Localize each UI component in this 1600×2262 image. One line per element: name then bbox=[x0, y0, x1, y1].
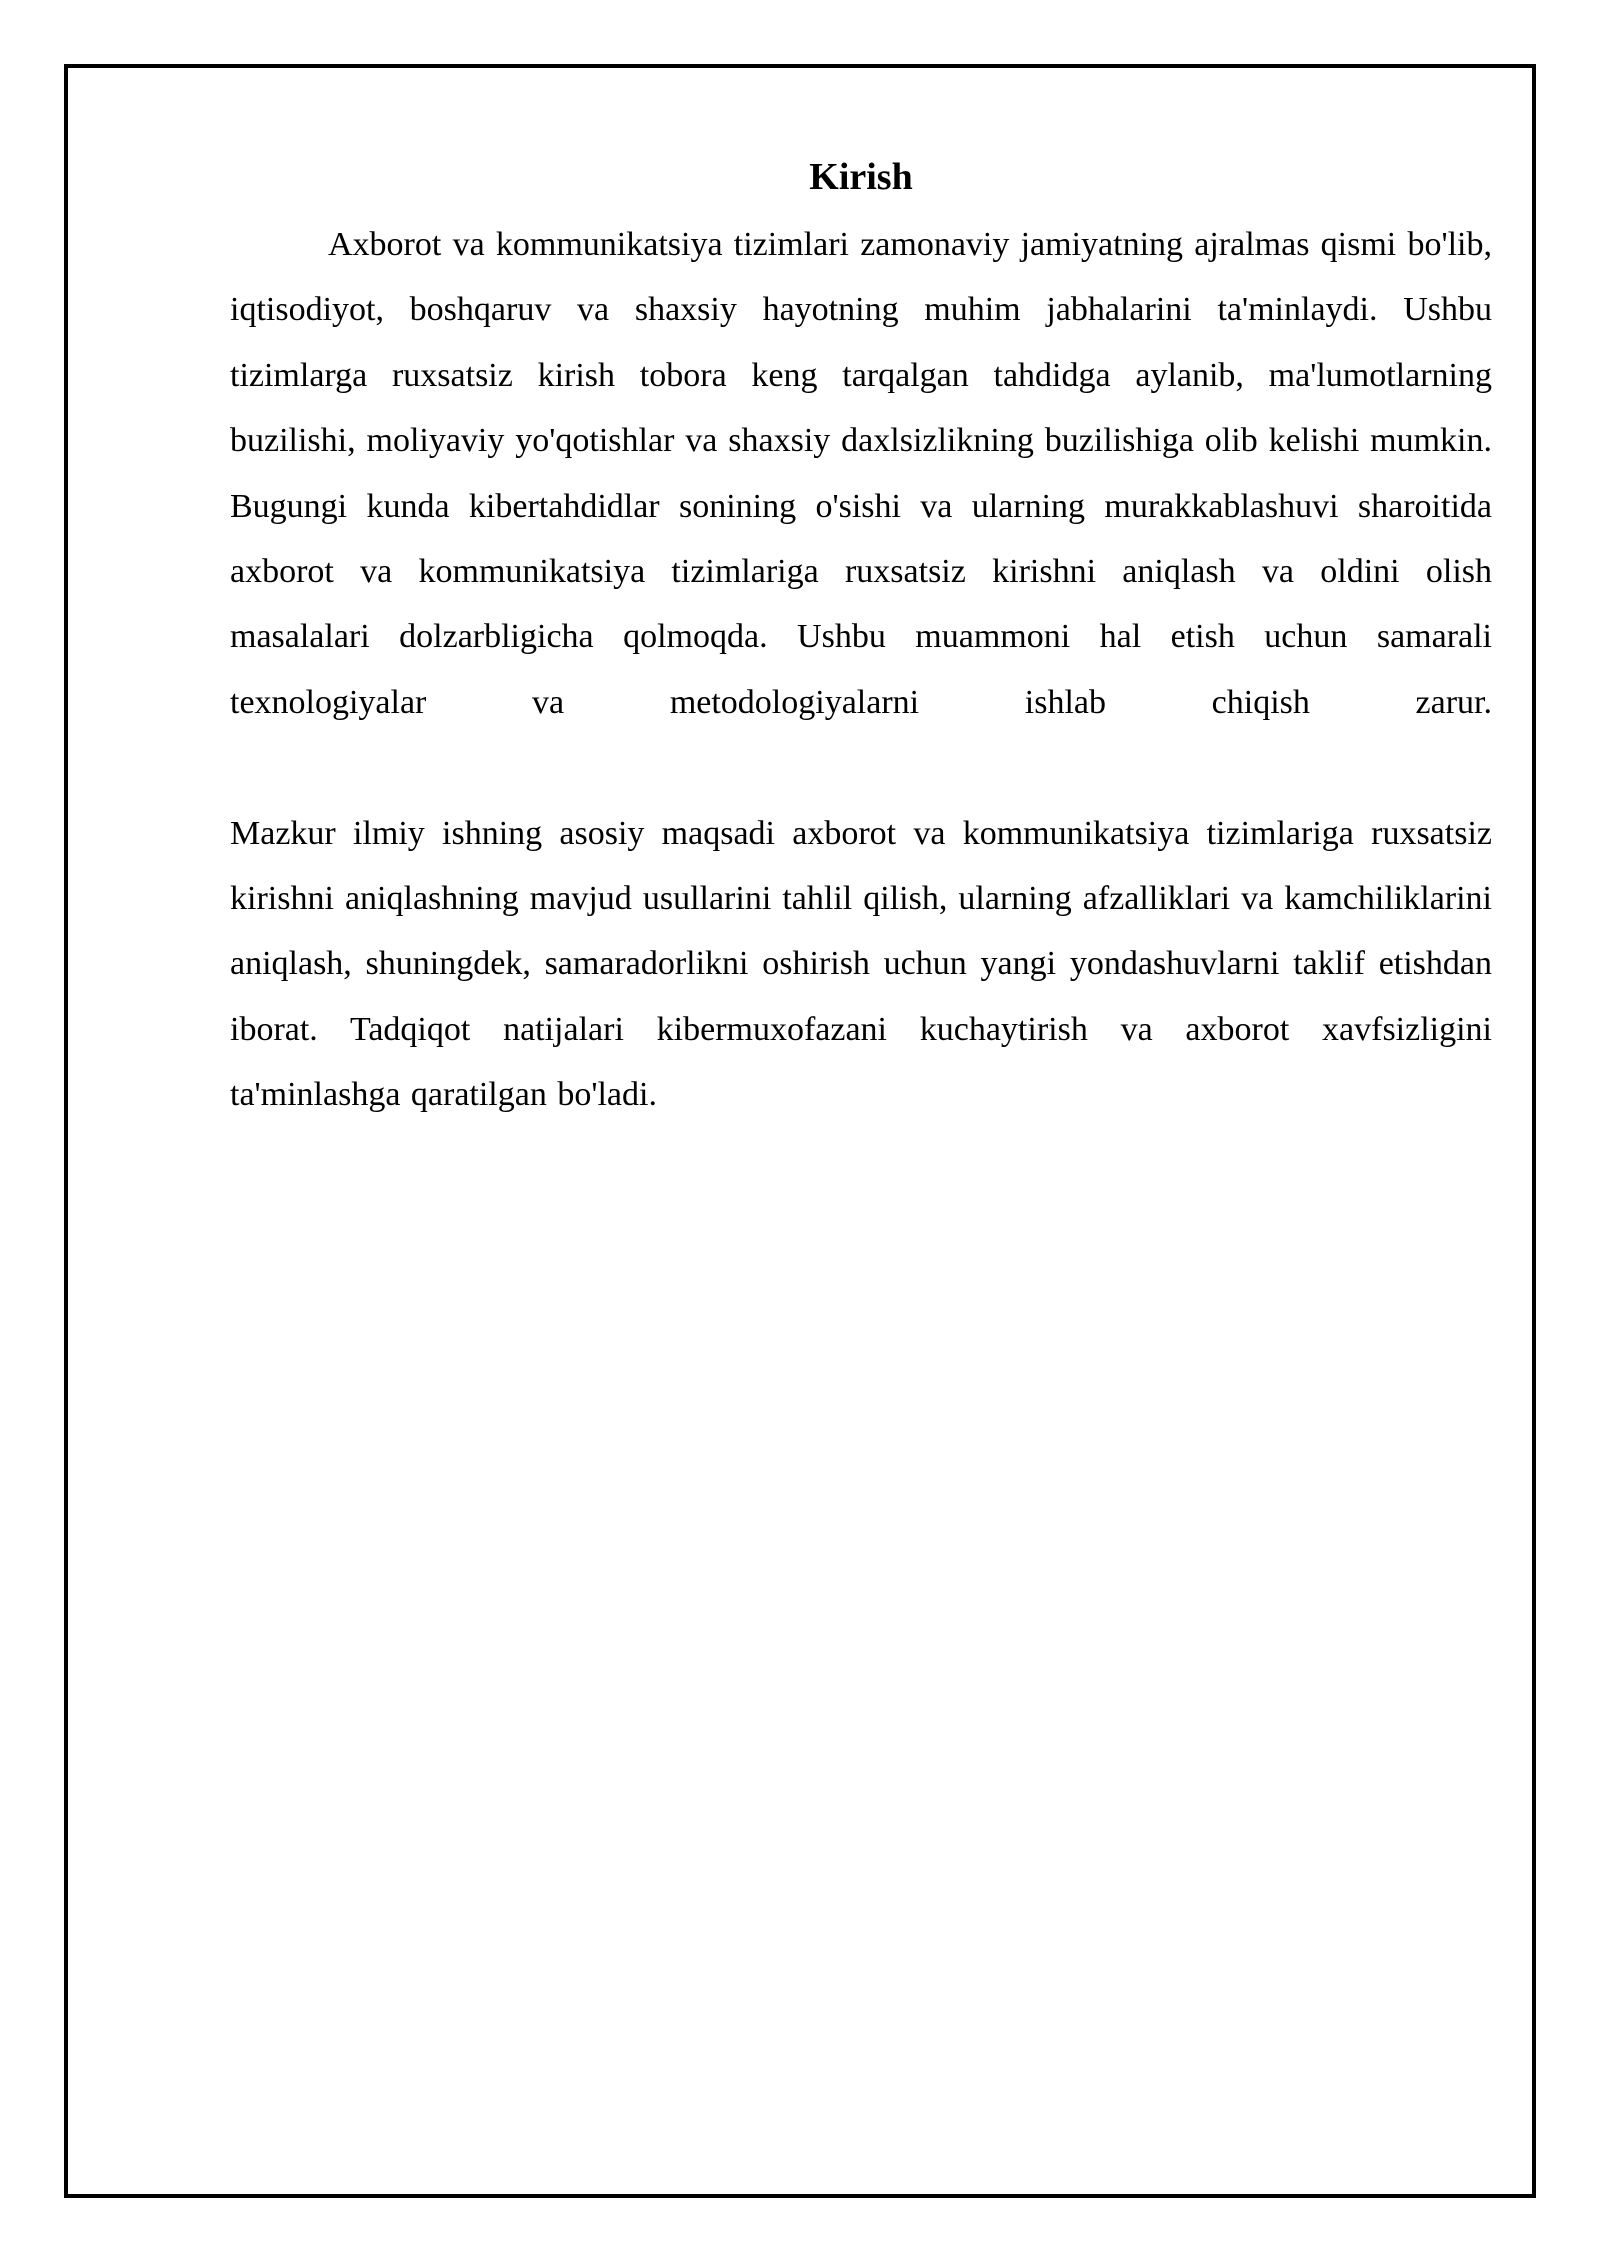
paragraph-introduction: Axborot va kommunikatsiya tizimlari zamonaviy jamiyatning ajralmas qismi bo'lib, iqtisodiyot, boshqaruv va shaxsiy hayotning muhim jabhalarini ta'minlaydi. Ushbu tizimlarga ruxsatsiz kirish tobora keng tarqalgan tahdidga aylanib, ma'lumotlarning buzilishi, moliyaviy yo'qotishlar va shaxsiy daxlsizlikning buzilishiga olib kelishi mumkin. Bugungi kunda kibertahdidlar sonining o'sishi va ularning murakkablashuvi sharoitida axborot va kommunikatsiya tizimlariga ruxsatsiz kirishni aniqlash va oldini olish masalalari dolzarbligicha qolmoqda. Ushbu muammoni hal etish uchun samarali texnologiyalar va metodologiyalarni ishlab chiqish zarur. bbox=[230, 226, 1492, 721]
section-title: Kirish bbox=[809, 156, 913, 198]
document-body bbox=[230, 150, 1492, 1128]
paragraph-spacer bbox=[230, 735, 1492, 800]
paragraph-purpose: Mazkur ilmiy ishning asosiy maqsadi axborot va kommunikatsiya tizimlariga ruxsatsiz kirishni aniqlashning mavjud usullarini tahlil qilish, ularning afzalliklari va kamchiliklarini aniqlash, shuningdek, samaradorlikni oshirish uchun yangi yondashuvlarni taklif etishdan iborat. Tadqiqot natijalari kibermuxofazani kuchaytirish va axborot xavfsizligini ta'minlashga qaratilgan bo'ladi. bbox=[230, 814, 1492, 1114]
